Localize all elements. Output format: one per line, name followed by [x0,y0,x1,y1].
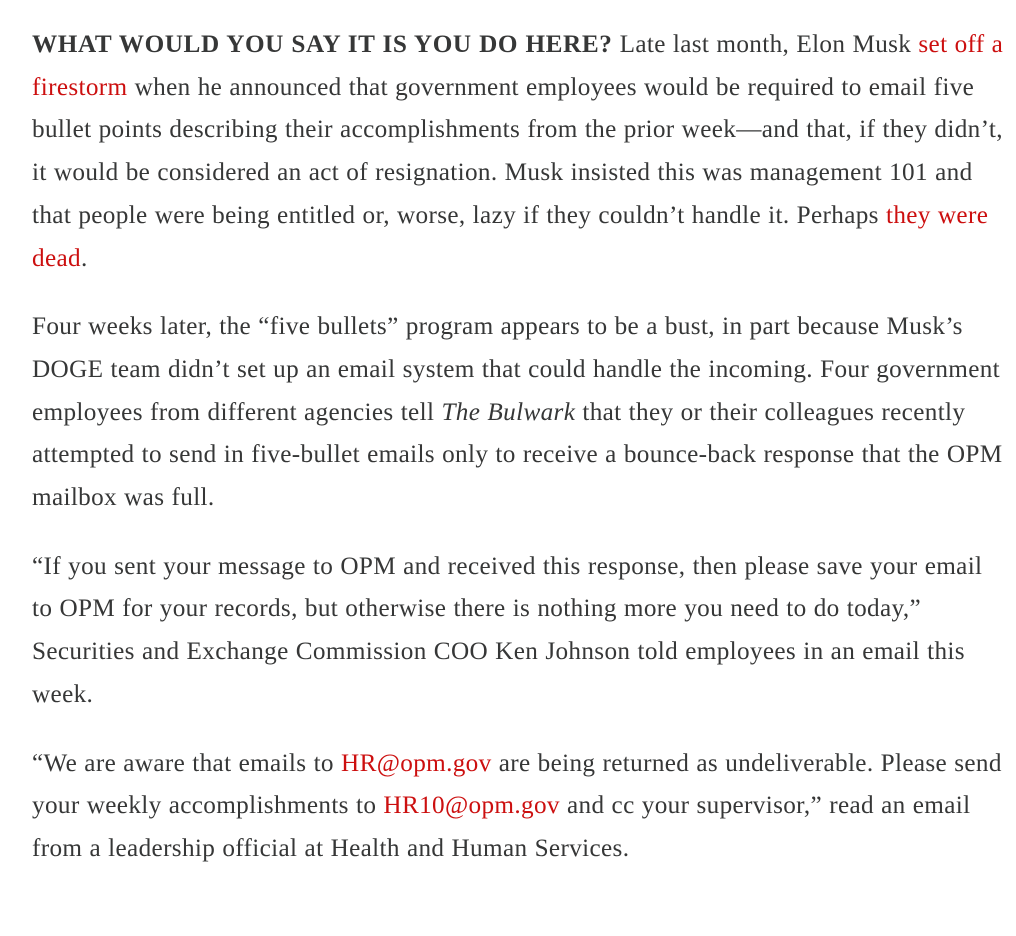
link-set-off-a-firestorm[interactable]: set off a firestorm [32,31,1004,101]
paragraph-text: . [80,244,88,272]
link-they-were-dead[interactable]: they were dead [32,201,989,272]
paragraph-text: Four weeks later, the “five bullets” program appears to be a bust, in part because Musk’s DOGE team didn’t set up an email system that could handle the incoming. Four government employees from different agencies tell [32,313,1001,426]
paragraph-text: and cc your supervisor,” read an email from a leadership official at Health and Human Services. [32,792,971,862]
kicker-heading: WHAT WOULD YOU SAY IT IS YOU DO HERE? [32,31,613,58]
paragraph-sec-quote [32,546,1006,717]
publication-name: The Bulwark [441,398,576,426]
paragraph-text: “If you sent your message to OPM and received this response, then please save your email to OPM for your records, but otherwise there is nothing more you need to do today,” Securities and Exchange Commission COO Ken Johnson told employees in an email this week. [32,552,983,708]
paragraph-text: “We are aware that emails to [32,749,342,777]
paragraph-intro [32,24,1006,280]
paragraph-text: are being returned as undeliverable. Please send your weekly accomplishments to [32,749,1002,820]
link-hr-email[interactable]: HR@opm.gov [341,749,492,777]
paragraph-text: when he announced that government employees would be required to email five bullet points describing their accomplishments from the prior week—and that, if they didn’t, it would be considered an act of resignation. Musk insisted this was management 101 and that people were being entitled or, worse, lazy if they couldn’t handle it. Perhaps [32,73,1003,229]
link-hr10-email[interactable]: HR10@opm.gov [383,792,560,820]
paragraph-text: that they or their colleagues recently attempted to send in five-bullet emails only to receive a bounce-back response that the OPM mailbox was full. [32,398,1003,512]
paragraph-five-bullets [32,306,1006,520]
paragraph-text: Late last month, Elon Musk [612,31,919,58]
paragraph-hhs-quote [32,743,1006,871]
